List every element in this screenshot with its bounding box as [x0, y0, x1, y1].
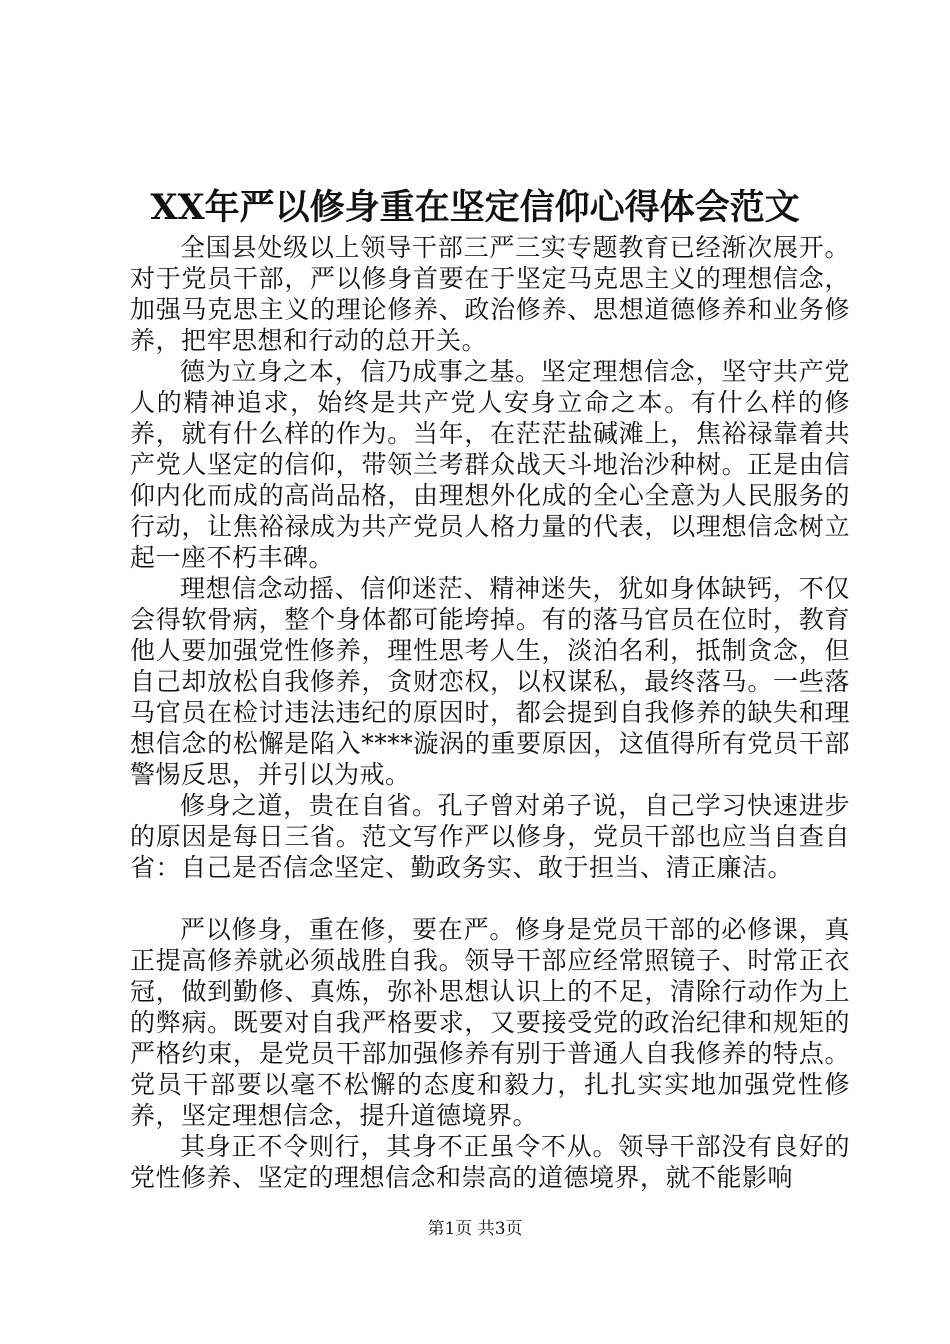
document-title: XX年严以修身重在坚定信仰心得体会范文: [150, 187, 800, 228]
paragraph-4: 修身之道，贵在自省。孔子曾对弟子说，自己学习快速进步的原因是每日三省。范文写作严以修身，党员干部也应当自查自省：自己是否信念坚定、勤政务实、敢于担当、清正廉洁。: [130, 791, 850, 882]
paragraph-3: 理想信念动摇、信仰迷茫、精神迷失，犹如身体缺钙，不仅会得软骨病，整个身体都可能垮掉。有的落马官员在位时，教育他人要加强党性修养，理性思考人生，淡泊名利，抵制贪念，但自己却放松自我修养，贪财恋权，以权谋私，最终落马。一些落马官员在检讨违法违纪的原因时，都会提到自我修养的缺失和理想信念的松懈是陷入****漩涡的重要原因，这值得所有党员干部警惕反思，并引以为戒。: [130, 574, 850, 789]
document-body: [130, 232, 850, 1193]
paragraph-2: 德为立身之本，信乃成事之基。坚定理想信念，坚守共产党人的精神追求，始终是共产党人安身立命之本。有什么样的修养，就有什么样的作为。当年，在茫茫盐碱滩上，焦裕禄靠着共产党人坚定的信仰，带领兰考群众战天斗地治沙种树。正是由信仰内化而成的高尚品格，由理想外化成的全心全意为人民服务的行动，让焦裕禄成为共产党员人格力量的代表，以理想信念树立起一座不朽丰碑。: [130, 357, 850, 572]
paragraph-6: 其身正不令则行，其身不正虽令不从。领导干部没有良好的党性修养、坚定的理想信念和崇高的道德境界，就不能影响: [130, 1132, 850, 1192]
paragraph-1: 全国县处级以上领导干部三严三实专题教育已经渐次展开。对于党员干部，严以修身首要在于坚定马克思主义的理想信念，加强马克思主义的理论修养、政治修养、思想道德修养和业务修养，把牢思想和行动的总开关。: [130, 233, 850, 355]
paragraph-5: 严以修身，重在修，要在严。修身是党员干部的必修课，真正提高修养就必须战胜自我。领导干部应经常照镜子、时常正衣冠，做到勤修、真炼，弥补思想认识上的不足，清除行动作为上的弊病。既要对自我严格要求，又要接受党的政治纪律和规矩的严格约束，是党员干部加强修养有别于普通人自我修养的特点。党员干部要以毫不松懈的态度和毅力，扎扎实实地加强党性修养，坚定理想信念，提升道德境界。: [130, 915, 850, 1130]
page-footer: 第1页 共3页: [427, 1219, 523, 1239]
